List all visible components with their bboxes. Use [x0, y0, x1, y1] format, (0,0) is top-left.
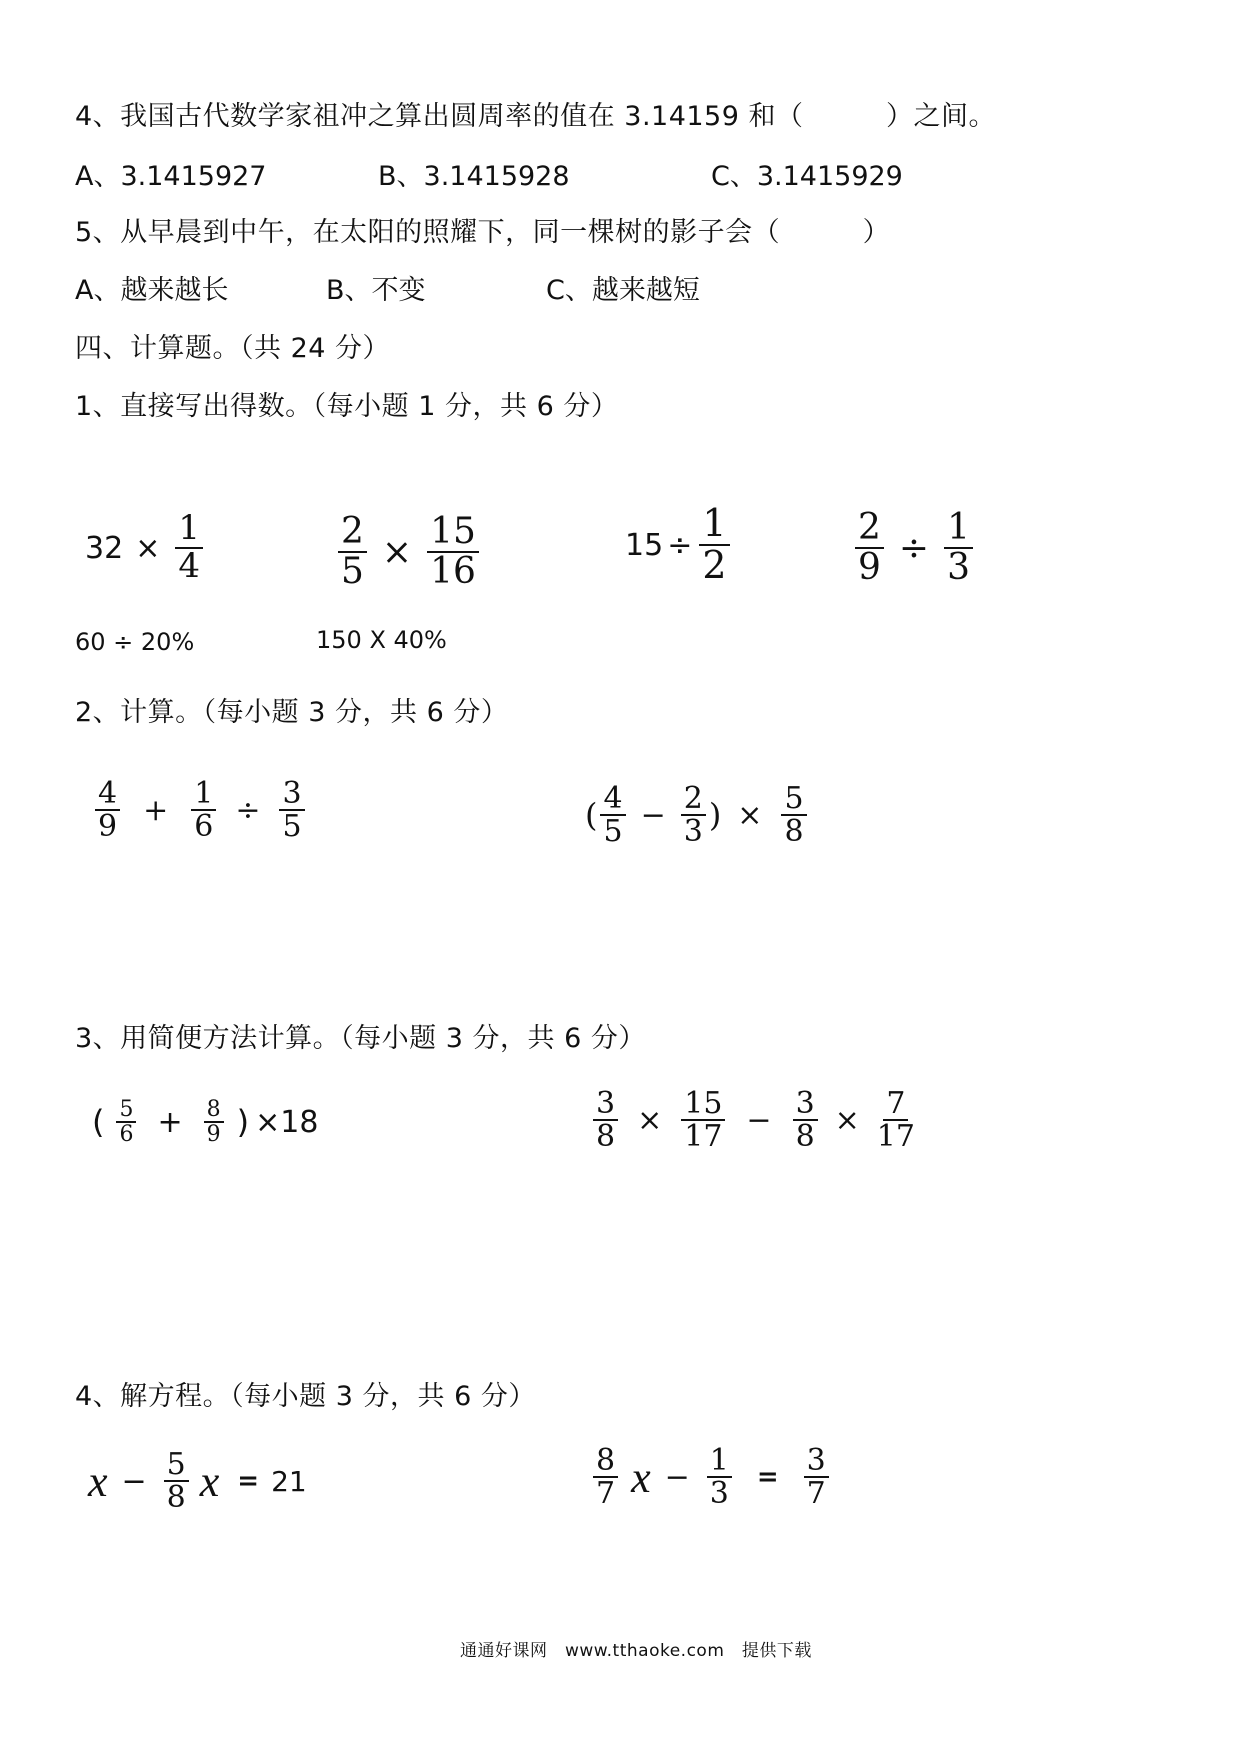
denominator: 8	[166, 1480, 186, 1515]
denominator: 8	[784, 814, 804, 849]
fraction	[876, 1085, 915, 1154]
p1-expression-2	[335, 512, 482, 592]
denominator: 5	[603, 814, 623, 849]
divide-sign: ÷	[898, 527, 930, 569]
numerator: 1	[191, 778, 216, 812]
minus-sign: −	[640, 797, 666, 833]
denominator: 3	[947, 547, 970, 588]
left-paren: (	[585, 796, 598, 834]
numerator: 5	[164, 1449, 189, 1483]
footer-source-note: 通通好课网 www.tthaoke.com 提供下载	[460, 1641, 812, 1661]
p3-expression-2	[590, 1080, 918, 1160]
numerator: 3	[793, 1088, 818, 1122]
times-sign: ×	[381, 531, 413, 573]
denominator: 17	[876, 1119, 915, 1154]
numerator: 5	[781, 783, 806, 817]
numerator: 2	[338, 513, 367, 553]
times-18: ×18	[255, 1104, 319, 1140]
variable-x: x	[631, 1452, 651, 1502]
minus-sign: −	[746, 1102, 772, 1138]
numerator: 3	[279, 778, 304, 812]
denominator: 7	[596, 1476, 616, 1511]
q5-option-c: C、越来越短	[546, 275, 700, 306]
right-paren: )	[236, 1103, 250, 1141]
numerator: 2	[681, 783, 706, 817]
fraction	[804, 1442, 829, 1511]
variable-x: x	[88, 1456, 108, 1506]
numerator: 15	[681, 1088, 725, 1122]
fraction	[191, 775, 216, 844]
question-4-text: 4、我国古代数学家祖冲之算出圆周率的值在 3.14159 和（ ）之间。	[75, 101, 996, 132]
rhs-value: 21	[271, 1464, 307, 1498]
p1-expression-4	[852, 508, 976, 588]
operand: 32	[85, 530, 124, 566]
denominator: 8	[596, 1119, 616, 1154]
numerator: 3	[804, 1445, 829, 1479]
q5-option-b: B、不变	[326, 275, 426, 306]
numerator: 2	[855, 509, 884, 549]
numerator: 1	[699, 504, 729, 546]
denominator: 9	[206, 1122, 221, 1147]
fraction	[600, 780, 625, 849]
numerator: 7	[883, 1088, 908, 1122]
fraction	[707, 1442, 732, 1511]
right-paren: )	[708, 796, 722, 834]
fraction	[681, 780, 706, 849]
q5-option-a: A、越来越长	[75, 275, 229, 306]
denominator: 2	[702, 543, 727, 587]
denominator: 3	[683, 814, 703, 849]
part-2-title: 2、计算。（每小题 3 分，共 6 分）	[75, 697, 509, 728]
p4-equation-1	[88, 1436, 307, 1526]
section-4-title: 四、计算题。（共 24 分）	[75, 333, 391, 364]
p2-expression-1	[92, 770, 308, 850]
denominator: 9	[98, 809, 118, 844]
part-4-title: 4、解方程。（每小题 3 分，共 6 分）	[75, 1381, 536, 1412]
plus-sign: +	[157, 1104, 183, 1140]
variable-x: x	[199, 1456, 220, 1506]
equals-sign: =	[756, 1462, 779, 1492]
plus-sign: +	[143, 792, 169, 828]
denominator: 4	[178, 546, 200, 586]
fraction	[427, 513, 479, 591]
times-sign: ×	[834, 1102, 860, 1138]
divide-sign: ÷	[667, 527, 693, 563]
times-sign: ×	[737, 797, 763, 833]
fraction	[699, 501, 729, 587]
fraction	[593, 1085, 618, 1154]
operand: 15	[625, 527, 664, 563]
numerator: 15	[427, 513, 479, 553]
numerator: 8	[204, 1098, 224, 1123]
p1-expression-6: 150 X 40%	[316, 626, 447, 654]
p1-expression-3	[625, 501, 733, 587]
minus-sign: −	[664, 1459, 690, 1495]
numerator: 1	[175, 511, 203, 549]
fraction	[781, 780, 806, 849]
p1-expression-5: 60 ÷ 20%	[75, 628, 195, 656]
numerator: 3	[593, 1088, 618, 1122]
fraction	[944, 509, 973, 587]
fraction	[204, 1098, 224, 1146]
fraction	[681, 1085, 725, 1154]
p4-equation-2	[590, 1432, 832, 1522]
times-sign: ×	[637, 1102, 663, 1138]
numerator: 1	[944, 509, 973, 549]
times-sign: ×	[135, 530, 161, 566]
question-5-text: 5、从早晨到中午，在太阳的照耀下，同一棵树的影子会（ ）	[75, 217, 891, 248]
numerator: 5	[116, 1098, 136, 1123]
fraction	[279, 775, 304, 844]
part-1-title: 1、直接写出得数。（每小题 1 分，共 6 分）	[75, 391, 619, 422]
numerator: 4	[95, 778, 120, 812]
denominator: 8	[795, 1119, 815, 1154]
fraction	[855, 509, 884, 587]
q4-option-c: C、3.1415929	[711, 161, 903, 192]
p1-expression-1	[85, 508, 206, 588]
fraction	[95, 775, 120, 844]
denominator: 9	[858, 547, 881, 588]
denominator: 7	[806, 1476, 826, 1511]
q4-option-a: A、3.1415927	[75, 161, 267, 192]
p2-expression-2	[585, 775, 810, 855]
minus-sign: −	[121, 1463, 147, 1499]
numerator: 8	[593, 1445, 618, 1479]
fraction	[593, 1442, 618, 1511]
numerator: 4	[600, 783, 625, 817]
fraction	[164, 1446, 189, 1515]
p3-expression-1	[92, 1082, 318, 1162]
equals-sign: =	[237, 1466, 260, 1496]
left-paren: (	[92, 1103, 105, 1141]
numerator: 1	[707, 1445, 732, 1479]
denominator: 5	[341, 551, 364, 592]
divide-sign: ÷	[235, 792, 261, 828]
denominator: 6	[119, 1122, 134, 1147]
part-3-title: 3、用简便方法计算。（每小题 3 分，共 6 分）	[75, 1023, 646, 1054]
fraction	[175, 508, 203, 586]
denominator: 6	[194, 809, 214, 844]
fraction	[338, 513, 367, 591]
denominator: 5	[282, 809, 302, 844]
q4-option-b: B、3.1415928	[378, 161, 570, 192]
fraction	[116, 1098, 136, 1146]
denominator: 16	[430, 551, 476, 592]
denominator: 17	[684, 1119, 723, 1154]
fraction	[793, 1085, 818, 1154]
denominator: 3	[709, 1476, 729, 1511]
